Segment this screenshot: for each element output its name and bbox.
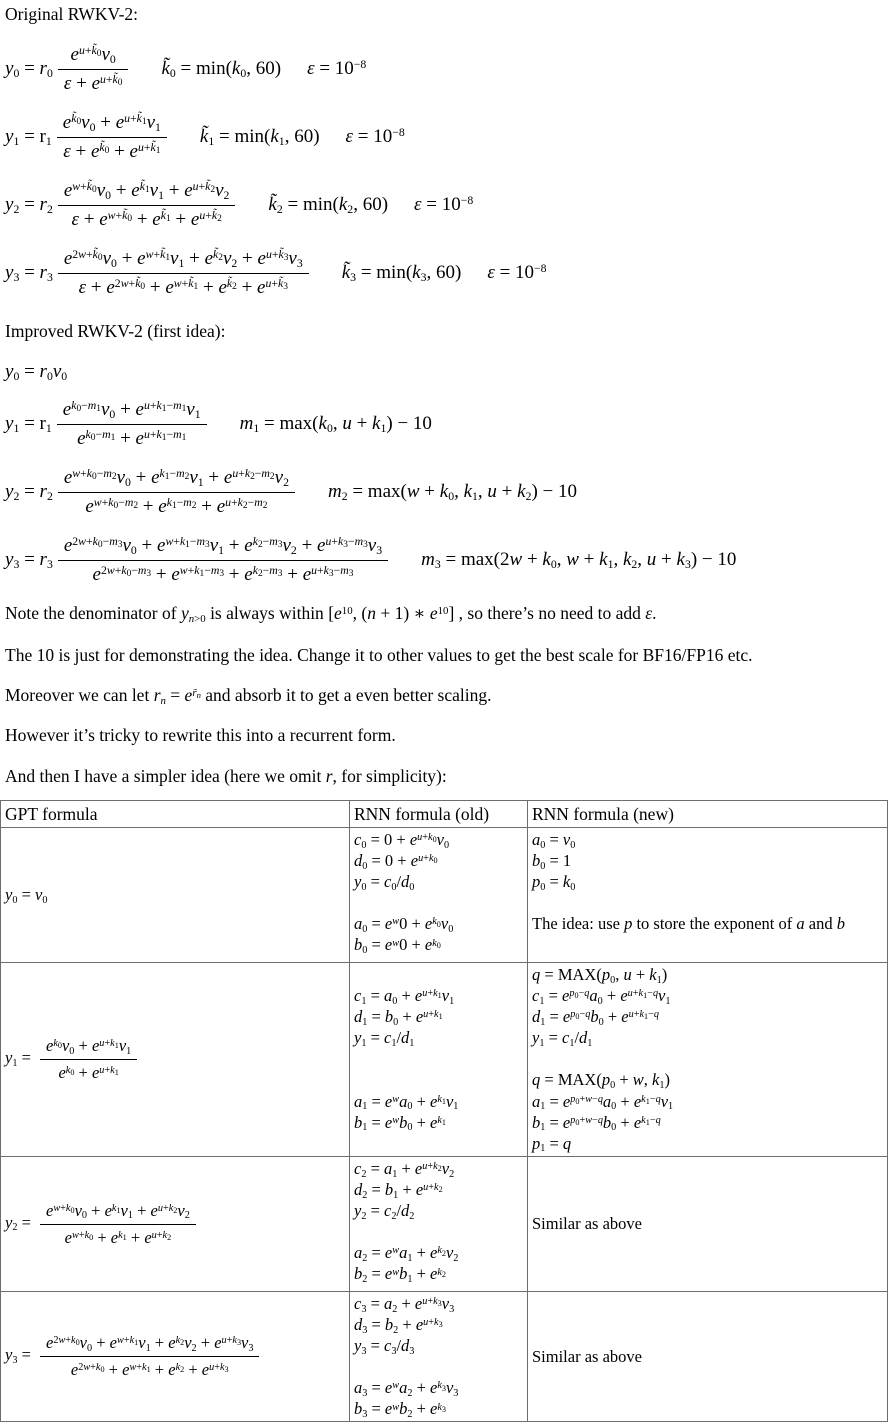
equation-epsilon: $\varepsilon = 10^{-8}$ bbox=[307, 58, 367, 79]
formula-line: $c_2 = a_1 + e^{u+k_2}v_2$ bbox=[354, 1159, 455, 1180]
equation-lhs: $y_2 = r_2$ bbox=[5, 194, 53, 217]
cell-rnn-new-y1 bbox=[528, 963, 888, 1157]
equation-lhs: $y_1 = r_1$ bbox=[5, 413, 52, 436]
formula-line: $c_1 = e^{p_0-q}a_0 + e^{u+k_1-q}v_1$ bbox=[532, 986, 671, 1007]
fraction bbox=[58, 246, 309, 301]
formula-line: $p_0 = k_0$ bbox=[532, 872, 576, 893]
cell-gpt-y2: $y_2$ = $\frac{e^{w+k_0}v_0 + e^{k_1}v_1 + e^{u+k_2}v_2}{e^{w+k_0} + e^{k_1} + e^{u+k_2}}$ bbox=[1, 1157, 350, 1292]
fraction bbox=[40, 1331, 259, 1382]
fraction-denominator: $\varepsilon + e^{2w+k̃_0} + e^{w+k̃_1} + e^{k̃_2} + e^{u+k̃_3}$ bbox=[58, 273, 309, 301]
formula-line: $y_3 = c_3/d_3$ bbox=[354, 1336, 415, 1357]
equation-epsilon: $\varepsilon = 10^{-8}$ bbox=[414, 194, 474, 215]
fraction-numerator: $e^{w+k̃_0}v_0 + e^{k̃_1}v_1 + e^{u+k̃_2}v_2$ bbox=[63, 179, 230, 202]
formula-line bbox=[354, 964, 523, 985]
fraction-denominator: $\varepsilon + e^{k̃_0} + e^{u+k̃_1}$ bbox=[57, 137, 167, 165]
formula-line bbox=[354, 1221, 523, 1242]
cell-rnn-old-y1 bbox=[350, 963, 528, 1157]
equation-lhs: $y_2 = r_2$ bbox=[5, 481, 53, 504]
cell-gpt-y1: $y_1$ = $\frac{e^{k_0}v_0 + e^{u+k_1}v_1}{e^{k_0} + e^{u+k_1}}$ bbox=[1, 963, 350, 1157]
fraction-denominator: $\varepsilon + e^{w+k̃_0} + e^{k̃_1} + e^{u+k̃_2}$ bbox=[58, 205, 236, 233]
fraction-denominator: $e^{2w+k_0} + e^{w+k_1} + e^{k_2} + e^{u+k_3}$ bbox=[40, 1356, 259, 1382]
equation-condition: $k̃_1 = \min(k_1$, 60) bbox=[199, 126, 320, 149]
fraction bbox=[40, 1034, 137, 1085]
formula-line bbox=[354, 1356, 523, 1377]
formula-line: $y_2 = c_2/d_2$ bbox=[354, 1201, 415, 1222]
formula-line: $b_0 = e^w0 + e^{k_0}$ bbox=[354, 935, 441, 957]
fraction bbox=[57, 110, 167, 165]
formula-line bbox=[532, 892, 883, 913]
formula-line: $p_1 = q$ bbox=[532, 1133, 572, 1155]
equation-condition: $k̃_3 = \min(k_3$, 60) bbox=[341, 262, 462, 285]
equation-improved-y0: $y_0 = r_0v_0$ bbox=[5, 361, 68, 384]
fraction-numerator: $e^{k̃_0}v_0 + e^{u+k̃_1}v_1$ bbox=[62, 111, 161, 134]
fraction bbox=[58, 42, 129, 97]
formula-line: $y_0 = c_0/d_0$ bbox=[354, 872, 415, 893]
formula-line: $q = MAX(p_0 + w$, $k_1$) bbox=[532, 1070, 670, 1092]
heading-original-rwkv2: Original RWKV-2: bbox=[5, 4, 139, 24]
fraction-denominator: $e^{w+k_0} + e^{k_1} + e^{u+k_2}$ bbox=[40, 1224, 196, 1250]
formula-line: $b_3 = e^wb_2 + e^{k_3}$ bbox=[354, 1399, 446, 1421]
fraction-denominator: $\varepsilon + e^{u+k̃_0}$ bbox=[58, 69, 129, 97]
formula-line: $y_1 = c_1/d_1$ bbox=[354, 1028, 415, 1049]
equation-epsilon: $\varepsilon = 10^{-8}$ bbox=[345, 126, 405, 147]
equation-condition: $m_2 = \max(w + k_0$, $k_1$, $u + k_2) - 10$ bbox=[327, 481, 577, 504]
formula-line: $c_1 = a_0 + e^{u+k_1}v_1$ bbox=[354, 986, 455, 1007]
formula-line: $d_2 = b_1 + e^{u+k_2}$ bbox=[354, 1180, 443, 1201]
cell-rnn-old-y3 bbox=[350, 1292, 528, 1422]
column-header-rnn-old: RNN formula (old) bbox=[350, 801, 528, 828]
fraction bbox=[58, 178, 236, 233]
document-page bbox=[0, 3, 888, 1426]
cell-rnn-old-y2 bbox=[350, 1157, 528, 1292]
equation-original-y0 bbox=[5, 35, 888, 103]
formula-line: $d_0 = 0 + e^{u+k_0}$ bbox=[354, 851, 438, 872]
note-absorb-r: Moreover we can let $r_n = e^{r̃_n}$ and absorb it to get a even better scaling. bbox=[5, 685, 492, 707]
fraction bbox=[58, 465, 295, 520]
fraction-numerator: $e^{w+k_0}v_0 + e^{k_1}v_1 + e^{u+k_2}v_2$ bbox=[46, 1200, 190, 1222]
cell-rnn-new-y0 bbox=[528, 828, 888, 963]
formula-line bbox=[354, 1048, 523, 1069]
equation-condition: $k̃_0 = \min(k_0$, 60) bbox=[161, 58, 282, 81]
fraction-numerator: $e^{2w+k̃_0}v_0 + e^{w+k̃_1}v_1 + e^{k̃_2}v_2 + e^{u+k̃_3}v_3$ bbox=[63, 247, 303, 270]
fraction-denominator: $e^{k_0-m_1} + e^{u+k_1-m_1}$ bbox=[57, 424, 207, 452]
fraction-numerator: $e^{k_0}v_0 + e^{u+k_1}v_1$ bbox=[46, 1036, 132, 1057]
formula-line bbox=[532, 1048, 883, 1069]
equation-improved-y1 bbox=[5, 390, 888, 458]
equation-lhs: $y_3 = r_3$ bbox=[5, 262, 53, 285]
equation-condition: $k̃_2 = \min(k_2$, 60) bbox=[268, 194, 389, 217]
formula-line: $a_0 = v_0$ bbox=[532, 830, 576, 851]
formula-line bbox=[354, 1069, 523, 1090]
equation-lhs: $y_1 = r_1$ bbox=[5, 126, 52, 149]
fraction-numerator: $e^{2w+k_0}v_0 + e^{w+k_1}v_1 + e^{k_2}v_2 + e^{u+k_3}v_3$ bbox=[46, 1333, 254, 1354]
formula-line: $c_3 = a_2 + e^{u+k_3}v_3$ bbox=[354, 1294, 455, 1315]
equation-condition: $m_1 = \max(k_0$, $u + k_1) - 10$ bbox=[239, 413, 432, 436]
formula-line: $a_1 = e^{p_0+w-q}a_0 + e^{k_1-q}v_1$ bbox=[532, 1091, 674, 1113]
fraction-denominator: $e^{w+k_0-m_2} + e^{k_1-m_2} + e^{u+k_2-m_2}$ bbox=[58, 492, 295, 520]
note-tricky-recurrent: However it’s tricky to rewrite this into a recurrent form. bbox=[5, 725, 396, 745]
equation-epsilon: $\varepsilon = 10^{-8}$ bbox=[487, 262, 547, 283]
fraction bbox=[58, 533, 388, 588]
formula-line bbox=[354, 892, 523, 913]
fraction-numerator: $e^{2w+k_0-m_3}v_0 + e^{w+k_1-m_3}v_1 + e^{k_2-m_3}v_2 + e^{u+k_3-m_3}v_3$ bbox=[63, 534, 383, 557]
fraction-numerator: $e^{w+k_0-m_2}v_0 + e^{k_1-m_2}v_1 + e^{u+k_2-m_2}v_2$ bbox=[63, 466, 289, 489]
fraction bbox=[40, 1199, 196, 1250]
cell-rnn-old-y0 bbox=[350, 828, 528, 963]
table-row-y1 bbox=[1, 963, 888, 1157]
cell-gpt-y3: $y_3$ = $\frac{e^{2w+k_0}v_0 + e^{w+k_1}v_1 + e^{k_2}v_2 + e^{u+k_3}v_3}{e^{2w+k_0} + e^{w+k_1} + e^{k_2} + e^{u+k_3}}$ bbox=[1, 1292, 350, 1422]
formula-line: $b_1 = e^wb_0 + e^{k_1}$ bbox=[354, 1112, 446, 1134]
cell-rnn-new-y3 bbox=[528, 1292, 888, 1422]
fraction-denominator: $e^{2w+k_0-m_3} + e^{w+k_1-m_3} + e^{k_2-m_3} + e^{u+k_3-m_3}$ bbox=[58, 560, 388, 588]
note-ten-scale: The 10 is just for demonstrating the idea. Change it to other values to get the best scale for BF16/FP16 etc. bbox=[5, 645, 753, 665]
fraction-denominator: $e^{k_0} + e^{u+k_1}$ bbox=[40, 1059, 137, 1085]
formula-line: The idea: use p to store the exponent of a and b bbox=[532, 914, 845, 934]
equation-lhs: $y_0 = r_0$ bbox=[5, 58, 53, 81]
formula-line: $b_0 = 1$ bbox=[532, 851, 572, 872]
equation-original-y3 bbox=[5, 239, 888, 307]
table-header-row bbox=[1, 801, 888, 828]
heading-improved-rwkv2: Improved RWKV-2 (first idea): bbox=[5, 321, 226, 341]
formula-line: $b_2 = e^wb_1 + e^{k_2}$ bbox=[354, 1264, 446, 1286]
formula-line: $q = MAX(p_0$, $u + k_1$) bbox=[532, 965, 668, 986]
fraction bbox=[57, 397, 207, 452]
column-header-gpt-formula: GPT formula bbox=[1, 801, 350, 828]
formula-line: $a_2 = e^wa_1 + e^{k_2}v_2$ bbox=[354, 1243, 459, 1265]
equation-improved-y2 bbox=[5, 458, 888, 526]
fraction-numerator: $e^{u+k̃_0}v_0$ bbox=[70, 43, 116, 66]
formula-line: $d_3 = b_2 + e^{u+k_3}$ bbox=[354, 1315, 443, 1336]
equation-improved-y3 bbox=[5, 526, 888, 594]
formula-line: $a_1 = e^wa_0 + e^{k_1}v_1$ bbox=[354, 1091, 459, 1113]
formula-line: Similar as above bbox=[532, 1346, 642, 1366]
equation-original-y1 bbox=[5, 103, 888, 171]
formula-line: $a_3 = e^wa_2 + e^{k_3}v_3$ bbox=[354, 1378, 459, 1400]
fraction-numerator: $e^{k_0-m_1}v_0 + e^{u+k_1-m_1}v_1$ bbox=[62, 398, 201, 421]
formula-line: $y_1 = c_1/d_1$ bbox=[532, 1028, 593, 1049]
formula-line: $b_1 = e^{p_0+w-q}b_0 + e^{k_1-q}$ bbox=[532, 1112, 661, 1134]
formula-line: $a_0 = e^w0 + e^{k_0}v_0$ bbox=[354, 914, 454, 936]
formula-line: Similar as above bbox=[532, 1214, 642, 1234]
table-row-y3 bbox=[1, 1292, 888, 1422]
table-row-y0 bbox=[1, 828, 888, 963]
note-simpler-idea: And then I have a simpler idea (here we omit r, for simplicity): bbox=[5, 766, 447, 786]
formula-line: $d_1 = e^{p_0-q}b_0 + e^{u+k_1-q}$ bbox=[532, 1007, 659, 1028]
table-row-y2 bbox=[1, 1157, 888, 1292]
cell-gpt-y0: $y_0 = v_0$ bbox=[1, 828, 350, 963]
formula-line: $c_0 = 0 + e^{u+k_0}v_0$ bbox=[354, 830, 450, 851]
equation-original-y2 bbox=[5, 171, 888, 239]
column-header-rnn-new: RNN formula (new) bbox=[528, 801, 888, 828]
equation-lhs: $y_3 = r_3$ bbox=[5, 549, 53, 572]
formula-comparison-table bbox=[0, 800, 888, 1422]
cell-rnn-new-y2 bbox=[528, 1157, 888, 1292]
note-denominator: Note the denominator of $y_{n>0}$ is always within [$e^{10}$, (n + 1) ∗ $e^{10}$] , so there’s no need to add ε. bbox=[5, 603, 657, 625]
formula-line: $d_1 = b_0 + e^{u+k_1}$ bbox=[354, 1007, 443, 1028]
equation-condition: $m_3 = \max(2w + k_0$, $w + k_1$, $k_2$, $u + k_3) - 10$ bbox=[421, 549, 737, 572]
